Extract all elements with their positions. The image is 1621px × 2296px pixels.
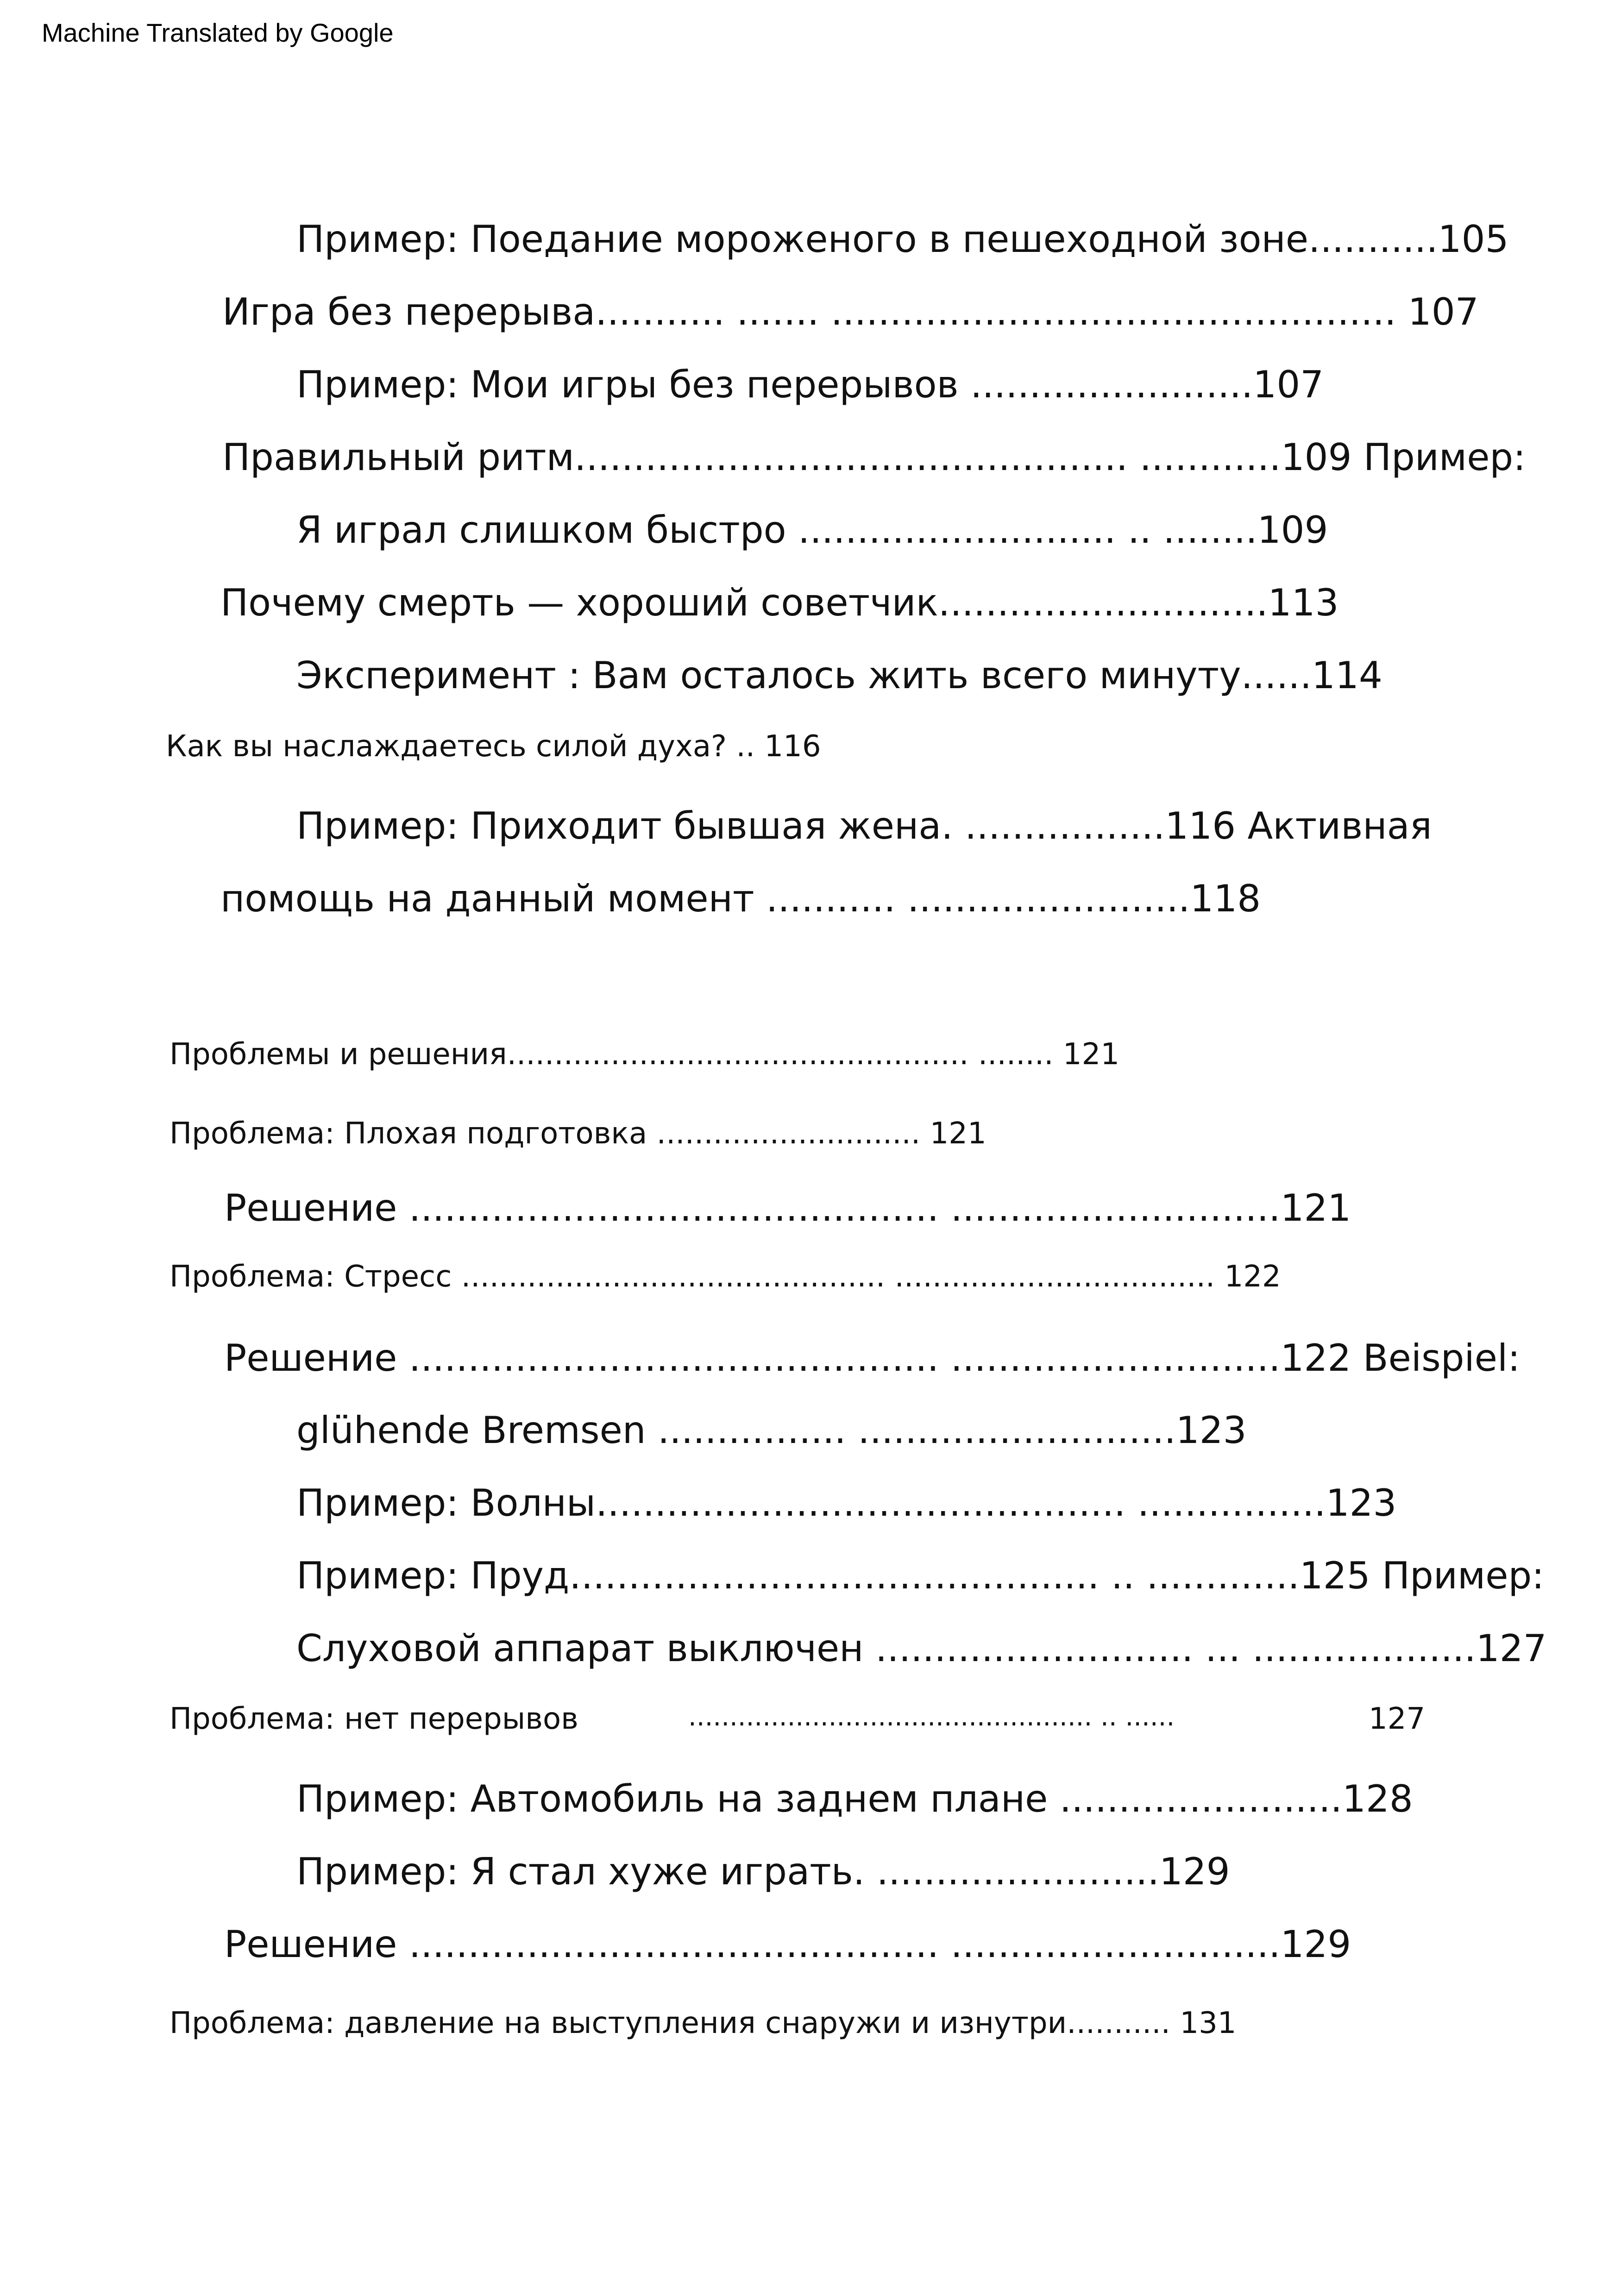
toc-entry-ice-cream-example: Пример: Поедание мороженого в пешеходной зоне...........105	[296, 218, 1509, 261]
toc-entry-enjoy-spirit: Как вы наслаждаетесь силой духа? .. 116	[166, 729, 821, 764]
toc-entry-performance-pressure: Проблема: давление на выступления снаружи и изнутри........... 131	[170, 2006, 1237, 2040]
toc-entry-solution-3: Решение ............................................. ............................129	[224, 1923, 1351, 1966]
toc-entry-hearing-aid: Слуховой аппарат выключен ........................... ... ...................127	[296, 1627, 1547, 1670]
toc-entry-solution-1: Решение ............................................. ............................121	[224, 1186, 1351, 1230]
toc-entry-right-rhythm: Правильный ритм............................................... ............109 Пример:	[222, 436, 1526, 479]
toc-entry-active-help: помощь на данный момент ........... ........................118	[220, 877, 1261, 920]
toc-entry-poor-preparation: Проблема: Плохая подготовка ............................ 121	[170, 1117, 986, 1151]
toc-entry-no-breaks-page: 127	[1369, 1702, 1426, 1736]
toc-entry-death-advisor: Почему смерть — хороший советчик............................113	[220, 581, 1339, 624]
toc-entry-car-background: Пример: Автомобиль на заднем плане ........................128	[296, 1777, 1413, 1820]
toc-entry-pond-example: Пример: Пруд............................................. .. .............125 Пример:	[296, 1554, 1545, 1597]
toc-entry-no-breaks-dots: ................................................. .. ......	[688, 1702, 1175, 1732]
toc-entry-no-breaks: Проблема: нет перерывов	[170, 1702, 578, 1736]
toc-entry-my-games-example: Пример: Мои игры без перерывов ........................107	[296, 363, 1324, 406]
toc-section-problems-solutions: Проблемы и решения................................................. ........ 121	[170, 1037, 1120, 1072]
toc-entry-playing-without-break: Игра без перерыва........... ....... ................................................ 107	[222, 290, 1479, 333]
machine-translation-banner: Machine Translated by Google	[42, 18, 394, 47]
toc-entry-ex-wife-example: Пример: Приходит бывшая жена. .................116 Активная	[296, 804, 1432, 847]
toc-entry-one-minute-experiment: Эксперимент : Вам осталось жить всего минуту......114	[296, 654, 1382, 697]
toc-entry-stress: Проблема: Стресс ............................................. .................................. 122	[170, 1260, 1281, 1294]
toc-entry-waves-example: Пример: Волны............................................. ................123	[296, 1481, 1397, 1524]
toc-entry-solution-2: Решение ............................................. ............................122 Beispiel:	[224, 1336, 1520, 1380]
toc-entry-glowing-brakes: glühende Bremsen ................ ...........................123	[296, 1409, 1247, 1452]
toc-entry-played-too-fast: Я играл слишком быстро ........................... .. ........109	[296, 508, 1328, 552]
toc-entry-played-worse: Пример: Я стал хуже играть. ........................129	[296, 1850, 1230, 1893]
